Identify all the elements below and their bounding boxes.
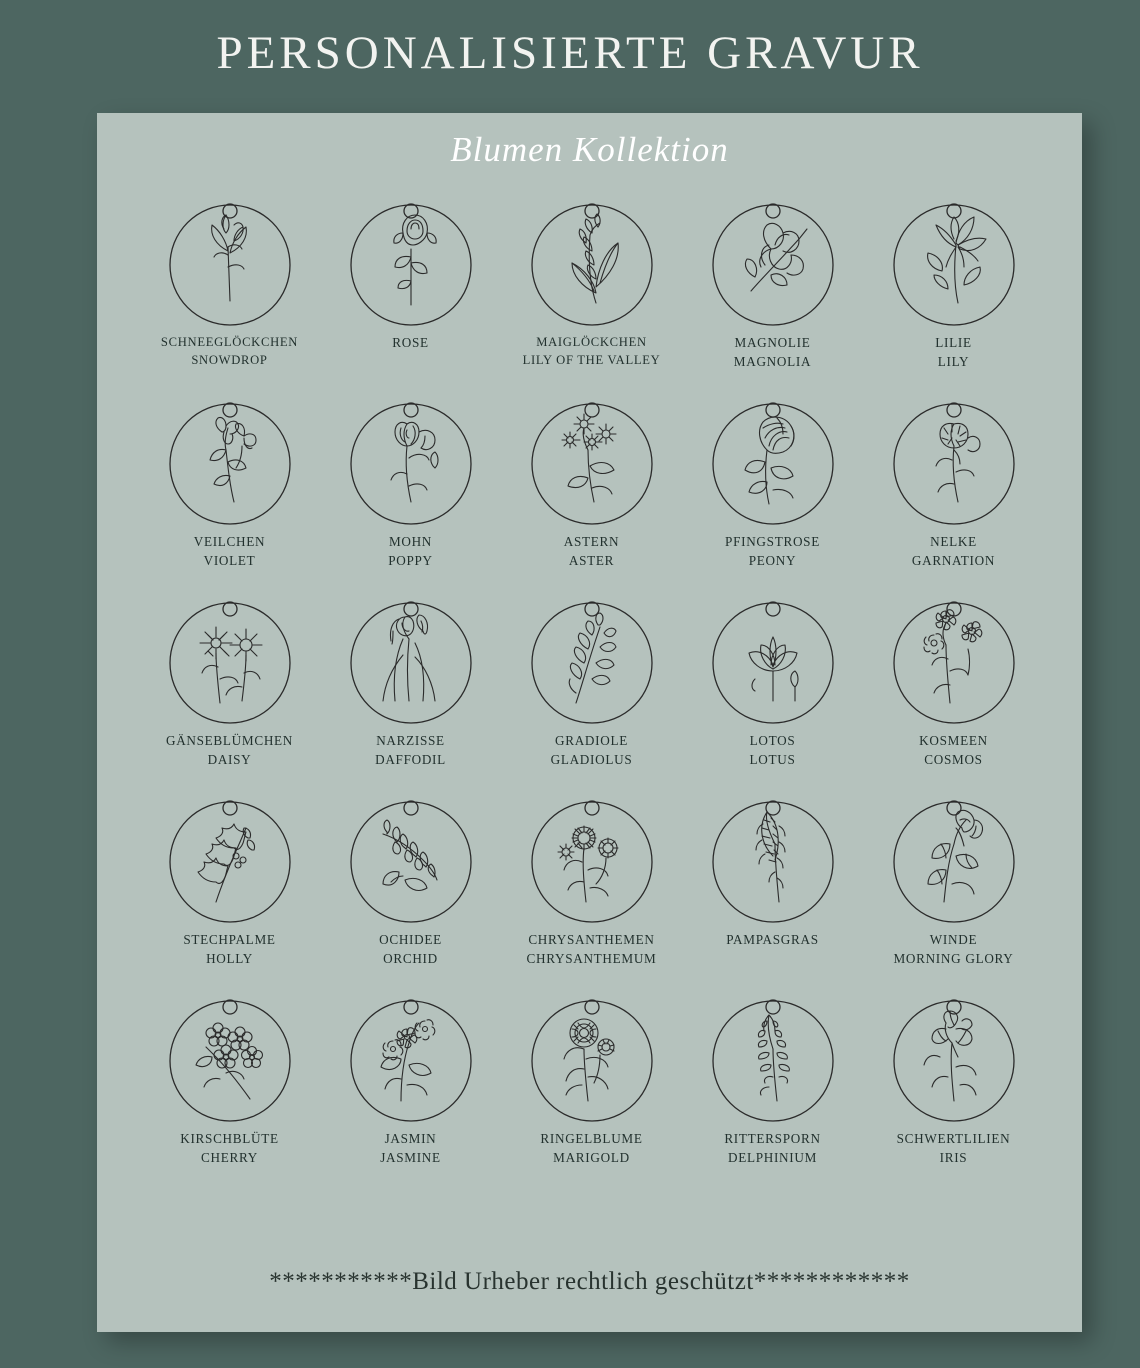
flower-name-de: MOHN [388, 534, 433, 549]
delphinium-icon [758, 1015, 789, 1101]
flower-name-en: JASMINE [380, 1149, 441, 1165]
flower-name-de: KIRSCHBLÜTE [180, 1131, 279, 1146]
flower-labels [551, 732, 633, 769]
flower-card[interactable] [863, 189, 1044, 388]
pendant-tag [526, 985, 658, 1126]
flower-name-en: CHRYSANTHEMUM [526, 950, 657, 966]
poster-subtitle: Blumen Kollektion [450, 130, 729, 169]
flower-card[interactable] [682, 786, 863, 985]
chrysanthemum-icon [558, 826, 618, 902]
violet-icon [210, 417, 256, 502]
flower-labels [375, 732, 446, 769]
orchid-icon [383, 820, 437, 890]
flower-labels [183, 931, 275, 968]
flower-card[interactable] [320, 587, 501, 786]
daffodil-icon [383, 615, 435, 701]
flower-name-en: COSMOS [924, 751, 983, 767]
flower-card[interactable] [863, 985, 1044, 1184]
flower-card[interactable] [863, 587, 1044, 786]
flower-labels [540, 1130, 642, 1167]
pendant-tag [345, 587, 477, 728]
flower-card[interactable] [320, 786, 501, 985]
flower-card[interactable] [501, 388, 682, 587]
flower-name-de: ASTERN [563, 534, 620, 549]
jasmine-icon [381, 1020, 435, 1101]
pendant-tag [345, 985, 477, 1126]
flower-card[interactable] [501, 587, 682, 786]
flower-name-en: GLADIOLUS [550, 751, 633, 767]
flower-card[interactable] [501, 786, 682, 985]
flower-card[interactable] [682, 587, 863, 786]
flower-labels [194, 533, 266, 570]
flower-name-en: MAGNOLIA [733, 353, 812, 369]
flower-name-de: LILIE [935, 335, 972, 350]
flower-name-en: PEONY [748, 552, 797, 568]
pendant-tag [888, 388, 1020, 529]
pendant-tag [707, 786, 839, 927]
marigold-icon [564, 1019, 614, 1101]
flower-name-de: KOSMEEN [919, 733, 988, 748]
flower-labels [750, 732, 796, 769]
flower-card[interactable] [139, 587, 320, 786]
flower-labels [919, 732, 988, 769]
flower-labels [897, 1130, 1011, 1167]
flower-card[interactable] [682, 388, 863, 587]
flower-card[interactable] [682, 985, 863, 1184]
flower-card[interactable] [501, 985, 682, 1184]
flower-name-de: GÄNSEBLÜMCHEN [165, 733, 294, 748]
flower-name-en: DAFFODIL [375, 751, 446, 767]
pendant-tag [164, 189, 296, 330]
flower-labels [379, 931, 442, 968]
lotus-icon [749, 637, 798, 701]
rose-icon [393, 215, 435, 305]
flower-name-en: IRIS [939, 1149, 968, 1165]
flower-name-de: LOTOS [749, 733, 796, 748]
flower-name-de: OCHIDEE [379, 932, 442, 947]
flower-labels [380, 1130, 441, 1167]
pendant-tag [888, 985, 1020, 1126]
flower-labels [564, 533, 620, 570]
flower-card[interactable] [863, 786, 1044, 985]
flower-name-de: VEILCHEN [193, 534, 266, 549]
magnolia-icon [745, 223, 807, 291]
pendant-tag [707, 388, 839, 529]
lily-of-the-valley-icon [572, 214, 618, 303]
flower-name-en: LILY OF THE VALLEY [522, 352, 661, 367]
flower-labels [523, 334, 661, 370]
flower-name-de: RITTERSPORN [724, 1131, 821, 1146]
flower-name-en: CHERRY [201, 1149, 258, 1165]
flower-labels [161, 334, 298, 370]
flower-name-en: ORCHID [383, 950, 438, 966]
flower-card[interactable] [320, 189, 501, 388]
flower-name-en: DAISY [207, 751, 252, 767]
flower-card[interactable] [320, 985, 501, 1184]
flower-name-en: GARNATION [911, 552, 996, 568]
cosmos-icon [924, 610, 982, 703]
flower-name-en: LILY [937, 353, 970, 369]
flower-labels [180, 1130, 279, 1167]
flower-name-de: WINDE [929, 932, 978, 947]
flower-labels [724, 1130, 820, 1167]
pendant-tag [707, 587, 839, 728]
pendant-tag [526, 587, 658, 728]
pendant-tag [888, 189, 1020, 330]
flower-name-de: MAGNOLIE [734, 335, 811, 350]
cherry-blossom-icon [196, 1023, 263, 1099]
peony-icon [745, 417, 794, 504]
flower-name-en: DELPHINIUM [727, 1149, 818, 1165]
carnation-icon [936, 423, 980, 502]
flower-name-de: PAMPASGRAS [726, 932, 819, 947]
lily-icon [927, 217, 985, 303]
snowdrop-icon [211, 215, 246, 301]
poppy-icon [391, 422, 438, 502]
flower-name-de: MAIGLÖCKCHEN [536, 335, 647, 349]
flower-grid [139, 189, 1044, 1184]
flower-card[interactable] [863, 388, 1044, 587]
pendant-tag [345, 189, 477, 330]
flower-name-de: RINGELBLUME [540, 1131, 643, 1146]
pendant-tag [164, 786, 296, 927]
pendant-tag [164, 587, 296, 728]
flower-labels [734, 334, 811, 371]
flower-name-de: ROSE [392, 335, 429, 350]
flower-name-de: SCHNEEGLÖCKCHEN [160, 335, 299, 349]
flower-card[interactable] [139, 985, 320, 1184]
morning-glory-icon [928, 810, 983, 902]
holly-icon [198, 824, 255, 902]
flower-name-en: LOTUS [749, 751, 796, 767]
flower-name-de: NARZISSE [376, 733, 445, 748]
flower-name-de: NELKE [930, 534, 977, 549]
flower-labels [166, 732, 293, 769]
flower-name-en: MORNING GLORY [893, 950, 1014, 966]
flower-name-en: ASTER [568, 552, 615, 568]
flower-card[interactable] [139, 189, 320, 388]
flower-labels [388, 533, 433, 570]
flower-name-en: MARIGOLD [553, 1149, 630, 1165]
pendant-tag [526, 189, 658, 330]
pendant-tag [164, 985, 296, 1126]
flower-name-de: GRADIOLE [554, 733, 628, 748]
poster-board [97, 113, 1082, 1332]
pendant-tag [707, 985, 839, 1126]
pampas-grass-icon [756, 812, 785, 902]
flower-labels [893, 931, 1013, 968]
pendant-tag [707, 189, 839, 330]
flower-labels [526, 931, 656, 968]
pendant-tag [888, 587, 1020, 728]
flower-name-de: PFINGSTROSE [725, 534, 820, 549]
pendant-tag [164, 388, 296, 529]
flower-card[interactable] [501, 189, 682, 388]
flower-name-de: JASMIN [384, 1131, 437, 1146]
aster-icon [562, 414, 616, 502]
flower-card[interactable] [320, 388, 501, 587]
pendant-tag [345, 786, 477, 927]
flower-card[interactable] [139, 786, 320, 985]
gladiolus-icon [569, 613, 616, 703]
flower-name-en: VIOLET [203, 552, 256, 568]
copyright-note: ***********Bild Urheber rechtlich geschützt************ [269, 1268, 910, 1295]
flower-labels [912, 533, 995, 570]
flower-name-en: POPPY [388, 552, 433, 568]
daisy-icon [200, 627, 262, 703]
flower-name-de: CHRYSANTHEMEN [528, 932, 655, 947]
flower-card[interactable] [682, 189, 863, 388]
flower-labels [392, 334, 429, 353]
pendant-tag [526, 388, 658, 529]
flower-labels [726, 931, 819, 950]
flower-labels [935, 334, 971, 371]
pendant-tag [526, 786, 658, 927]
iris-icon [924, 1011, 976, 1101]
flower-name-en: SNOWDROP [191, 352, 268, 367]
flower-name-de: SCHWERTLILIEN [896, 1131, 1011, 1146]
page-title: PERSONALISIERTE GRAVUR [216, 27, 924, 79]
flower-name-de: STECHPALME [183, 932, 276, 947]
flower-card[interactable] [139, 388, 320, 587]
flower-labels [725, 533, 820, 570]
pendant-tag [888, 786, 1020, 927]
flower-name-en: HOLLY [206, 950, 253, 966]
pendant-tag [345, 388, 477, 529]
